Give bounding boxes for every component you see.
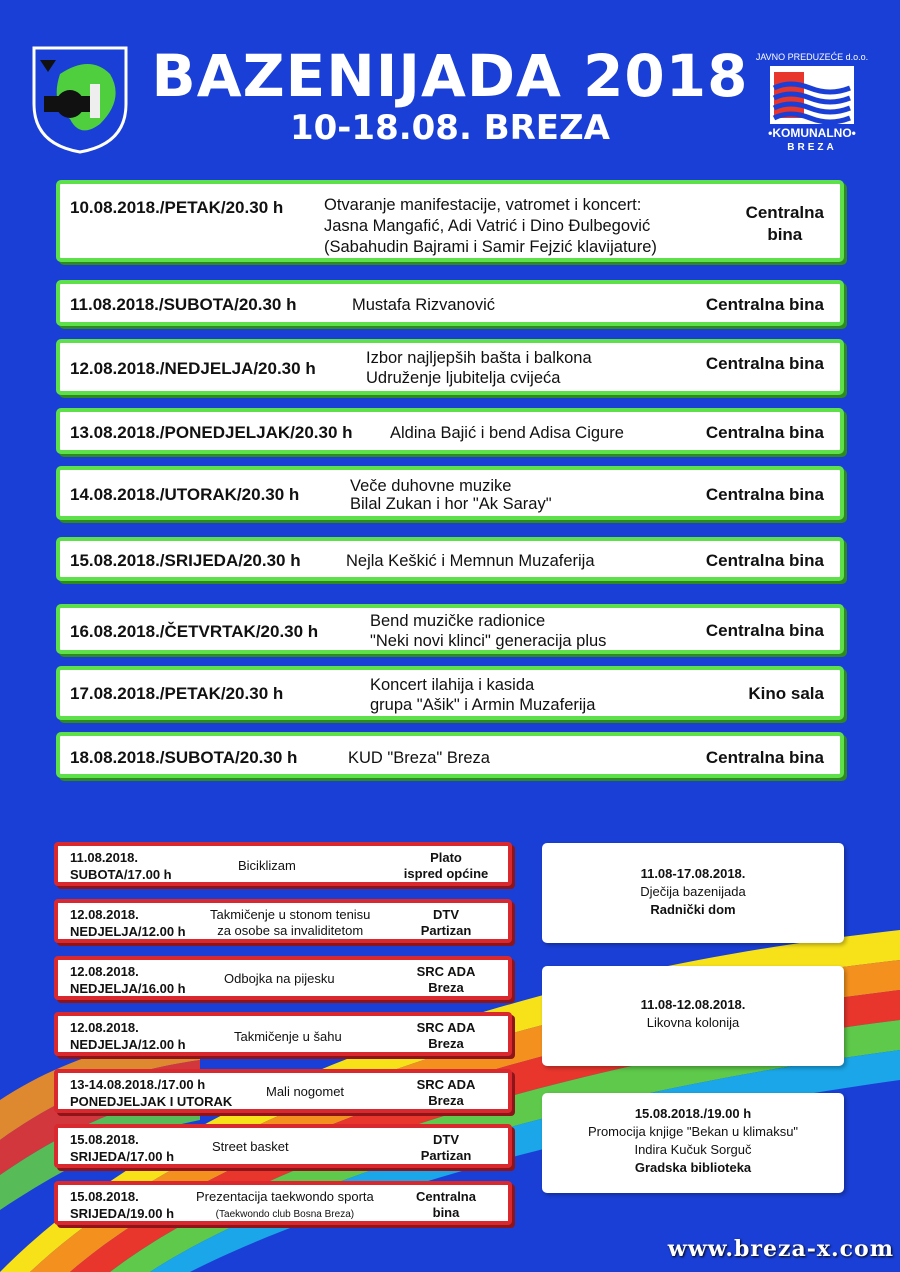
page-subtitle: 10-18.08. BREZA bbox=[289, 108, 610, 148]
title-line: Prezentacija taekwondo sporta bbox=[196, 1189, 374, 1204]
venue-line: Breza bbox=[428, 1093, 464, 1108]
date-line: NEDJELJA/12.00 h bbox=[70, 1037, 186, 1052]
date-line: SUBOTA/17.00 h bbox=[70, 867, 172, 882]
title-line: za osobe sa invaliditetom bbox=[217, 923, 364, 938]
sport-venue bbox=[396, 1077, 496, 1109]
date-line: SRIJEDA/17.00 h bbox=[70, 1149, 175, 1164]
sport-row bbox=[54, 1069, 512, 1113]
sport-title bbox=[196, 1189, 374, 1223]
event-row bbox=[56, 732, 844, 778]
sport-row bbox=[54, 842, 512, 886]
date-line: SRIJEDA/19.00 h bbox=[70, 1206, 175, 1221]
event-venue: Centralna bina bbox=[705, 295, 824, 314]
event-line: Veče duhovne muzike bbox=[350, 477, 512, 495]
venue-line: SRC ADA bbox=[416, 1020, 476, 1035]
sport-title: Mali nogomet bbox=[266, 1084, 345, 1099]
date-line: 15.08.2018. bbox=[70, 1189, 139, 1204]
event-date: 10.08.2018./PETAK/20.30 h bbox=[70, 198, 284, 217]
side-author: Indira Kučuk Sorguč bbox=[634, 1142, 752, 1157]
footer-url: www.breza-x.com bbox=[667, 1236, 894, 1262]
date-line: 11.08.2018. bbox=[70, 850, 138, 865]
event-venue bbox=[746, 202, 824, 246]
date-line: 12.08.2018. bbox=[70, 964, 139, 979]
sport-date bbox=[70, 906, 186, 940]
date-line: 15.08.2018. bbox=[70, 1132, 139, 1147]
date-line: NEDJELJA/16.00 h bbox=[70, 981, 186, 996]
event-date: 15.08.2018./SRIJEDA/20.30 h bbox=[70, 551, 301, 570]
event-row bbox=[56, 408, 844, 454]
date-line: 12.08.2018. bbox=[70, 1020, 139, 1035]
event-line: "Neki novi klinci" generacija plus bbox=[370, 632, 607, 650]
sport-date bbox=[70, 849, 172, 883]
event-date: 16.08.2018./ČETVRTAK/20.30 h bbox=[70, 622, 319, 641]
event-line: Bend muzičke radionice bbox=[370, 612, 546, 630]
event-row bbox=[56, 537, 844, 581]
venue-line: bina bbox=[767, 225, 803, 244]
sport-date bbox=[70, 1076, 232, 1110]
side-title: Promocija knjige "Bekan u klimaksu" bbox=[587, 1124, 799, 1139]
event-line: Aldina Bajić i bend Adisa Cigure bbox=[390, 424, 624, 442]
date-line: PONEDJELJAK I UTORAK bbox=[70, 1094, 233, 1109]
side-venue: Radnički dom bbox=[650, 902, 736, 917]
event-row bbox=[56, 604, 844, 654]
event-venue: Kino sala bbox=[748, 684, 824, 703]
event-line: Izbor najljepših bašta i balkona bbox=[366, 349, 592, 367]
venue-line: SRC ADA bbox=[416, 964, 476, 979]
sport-venue bbox=[396, 850, 496, 882]
sport-row bbox=[54, 1181, 512, 1225]
sport-venue bbox=[396, 964, 496, 996]
event-line: Mustafa Rizvanović bbox=[352, 296, 496, 314]
event-date: 12.08.2018./NEDJELJA/20.30 h bbox=[70, 359, 316, 378]
venue-line: DTV bbox=[433, 907, 459, 922]
event-line: (Sabahudin Bajrami i Samir Fejzić klavijature) bbox=[324, 238, 657, 256]
event-venue: Centralna bina bbox=[705, 551, 824, 570]
event-row bbox=[56, 466, 844, 520]
side-title: Dječija bazenijada bbox=[640, 884, 746, 899]
event-venue: Centralna bina bbox=[705, 485, 824, 504]
venue-line: DTV bbox=[433, 1132, 459, 1147]
event-venue: Centralna bina bbox=[705, 423, 824, 442]
sport-title: Biciklizam bbox=[238, 858, 296, 873]
side-title: Likovna kolonija bbox=[646, 1015, 740, 1030]
event-venue: Centralna bina bbox=[705, 354, 824, 373]
sport-title bbox=[210, 907, 370, 939]
event-date: 17.08.2018./PETAK/20.30 h bbox=[70, 684, 284, 703]
event-line: Koncert ilahija i kasida bbox=[370, 676, 535, 694]
sport-title: Odbojka na pijesku bbox=[224, 971, 335, 986]
event-venue: Centralna bina bbox=[705, 621, 824, 640]
venue-line: Partizan bbox=[420, 923, 472, 938]
venue-line: ispred općine bbox=[403, 866, 489, 881]
logo-top-text: JAVNO PREDUZEĆE d.o.o. bbox=[755, 52, 869, 62]
logo-name-text: •KOMUNALNO• bbox=[768, 126, 856, 140]
venue-line: Centralna bbox=[745, 203, 824, 222]
sport-row bbox=[54, 956, 512, 1000]
sport-date bbox=[70, 1131, 174, 1165]
side-date: 15.08.2018./19.00 h bbox=[634, 1106, 752, 1121]
date-line: NEDJELJA/12.00 h bbox=[70, 924, 186, 939]
date-line: 13-14.08.2018./17.00 h bbox=[70, 1077, 206, 1092]
event-line: Nejla Keškić i Memnun Muzaferija bbox=[346, 552, 595, 570]
page-title: BAZENIJADA 2018 bbox=[151, 42, 749, 110]
sport-title: Takmičenje u šahu bbox=[234, 1029, 342, 1044]
sport-row bbox=[54, 899, 512, 943]
komunalno-logo bbox=[748, 52, 876, 164]
sport-venue bbox=[396, 1020, 496, 1052]
event-line: Jasna Mangafić, Adi Vatrić i Dino Đulbegović bbox=[324, 217, 651, 235]
title-line: (Taekwondo club Bosna Breza) bbox=[215, 1209, 355, 1220]
event-line: grupa "Ašik" i Armin Muzaferija bbox=[370, 696, 596, 714]
waves-icon bbox=[770, 66, 854, 124]
side-venue: Gradska biblioteka bbox=[634, 1160, 752, 1175]
event-row bbox=[56, 180, 844, 262]
logo-city-text: BREZA bbox=[787, 142, 837, 153]
event-line: Bilal Zukan i hor "Ak Saray" bbox=[350, 495, 552, 513]
event-row bbox=[56, 666, 844, 720]
venue-line: Breza bbox=[428, 1036, 464, 1051]
sport-row bbox=[54, 1124, 512, 1168]
venue-line: Partizan bbox=[420, 1148, 472, 1163]
event-row bbox=[56, 280, 844, 326]
event-date: 11.08.2018./SUBOTA/20.30 h bbox=[70, 295, 297, 314]
sport-title: Street basket bbox=[212, 1139, 289, 1154]
event-line: Otvaranje manifestacije, vatromet i koncert: bbox=[324, 196, 642, 214]
venue-line: Centralna bbox=[416, 1189, 476, 1204]
side-date: 11.08-12.08.2018. bbox=[640, 997, 746, 1012]
sport-venue bbox=[396, 1132, 496, 1164]
sport-date bbox=[70, 1188, 174, 1222]
event-venue: Centralna bina bbox=[705, 748, 824, 767]
title-line: Takmičenje u stonom tenisu bbox=[210, 907, 371, 922]
event-row bbox=[56, 339, 844, 395]
event-date: 14.08.2018./UTORAK/20.30 h bbox=[70, 485, 300, 504]
sport-venue bbox=[396, 907, 496, 939]
side-date: 11.08-17.08.2018. bbox=[640, 866, 746, 881]
sport-row bbox=[54, 1012, 512, 1056]
venue-line: Plato bbox=[430, 850, 462, 865]
side-event-box bbox=[542, 843, 844, 943]
side-event-box bbox=[542, 966, 844, 1066]
date-line: 12.08.2018. bbox=[70, 907, 139, 922]
event-line: KUD "Breza" Breza bbox=[348, 749, 490, 767]
event-date: 18.08.2018./SUBOTA/20.30 h bbox=[70, 748, 298, 767]
event-date: 13.08.2018./PONEDJELJAK/20.30 h bbox=[70, 423, 353, 442]
sport-date bbox=[70, 1019, 186, 1053]
venue-line: bina bbox=[432, 1205, 460, 1220]
venue-line: SRC ADA bbox=[416, 1077, 476, 1092]
event-line: Udruženje ljubitelja cvijeća bbox=[366, 369, 561, 387]
side-event-box bbox=[542, 1093, 844, 1193]
sport-date bbox=[70, 963, 186, 997]
sport-venue bbox=[396, 1189, 496, 1221]
venue-line: Breza bbox=[428, 980, 464, 995]
